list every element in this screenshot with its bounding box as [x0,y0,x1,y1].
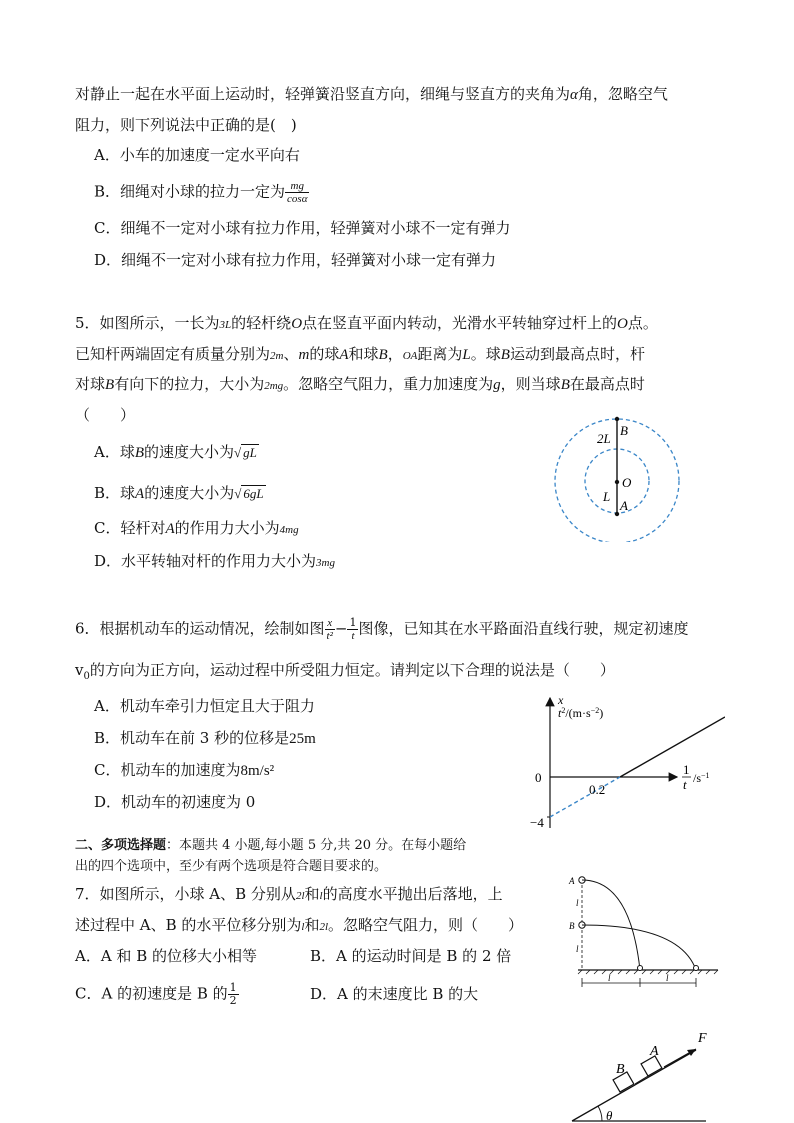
ball-b [615,417,619,421]
q7-line2: 述过程中 A、B 的水平位移分别为l和2l。忽略空气阻力，则（ ） [75,916,524,934]
q7-option-a: A．A 和 B 的位移大小相等 [75,947,257,965]
q6-option-b: B．机动车在前 3 秒的位移是25m [94,729,316,747]
x-axis-label: 1 [683,762,690,777]
label-dist-2: l [666,973,669,983]
q4-line1: 对静止一起在水平面上运动时，轻弹簧沿竖直方向，细绳与竖直方的夹角为α角，忽略空气 [75,85,668,103]
q6-frac-x-t2: $\frac{x}{\text{t²}}$ [326,617,333,642]
label-a: A [650,1044,659,1059]
q8-incline-figure [568,1028,718,1123]
q6-chart [525,690,725,830]
q4-option-a: A．小车的加速度一定水平向右 [94,146,300,164]
x-tick-label: 0.2 [589,782,606,797]
label-b: B [569,921,575,931]
section2-line1: 二、多项选择题：本题共 4 小题,每小题 5 分,共 20 分。在每小题给 [75,838,467,853]
q7-line1: 7．如图所示，小球 A、B 分别从2l和l的高度水平抛出后落地，上 [75,885,503,903]
label-b: B [620,423,628,438]
q6-frac-1-t: $\frac{1}{t}$ [349,616,357,642]
label-height-upper: l [576,898,579,908]
label-dist-1: l [608,973,611,983]
ball-a [615,512,619,516]
q7-frac-half: $\frac{1}{2}$ [229,981,237,1007]
connector [635,1076,648,1084]
q5-rod-figure [552,410,684,542]
label-2l: 2L [597,431,611,446]
q4-line2: 阻力，则下列说法中正确的是( ) [75,116,297,134]
incline-surface [572,1050,696,1121]
label-height-lower: l [576,944,579,954]
label-l: L [603,489,611,504]
y-axis-label: $t^2/(m\cdot s^{-2})$ [558,706,604,720]
q6-line1: 6．根据机动车的运动情况，绘制如图 $\frac{x}{\text{t²}}$ − $\frac{1}{t}$ 图像，已知其在水平路面沿直线行驶，规定初速度 [75,616,689,642]
x-axis-label-t: t [683,777,687,792]
label-o: O [622,475,632,490]
sqrt-gl: √ gL [234,445,257,460]
label-theta: θ [606,1108,613,1123]
q5-option-d: D．水平转轴对杆的作用力大小为3mg [94,552,335,570]
label-a: A [620,498,628,513]
origin-label: 0 [535,770,542,785]
label-b: B [616,1062,625,1077]
label-a: A [569,876,575,886]
q4-option-b-fraction: $\frac{mg}{\cos\alpha}$ [287,180,308,205]
q5-option-b: B．球A的速度大小为√ 6gL [94,484,264,502]
theta-arc [598,1106,602,1121]
q5-line1: 5．如图所示，一长为3L的轻杆绕O点在竖直平面内转动，光滑水平转轴穿过杆上的O点。 [75,314,658,332]
q5-option-a: A．球B的速度大小为√ gL [94,443,257,461]
q7-option-b: B．A 的运动时间是 B 的 2 倍 [310,947,512,965]
q7-option-d: D．A 的末速度比 B 的大 [310,985,479,1003]
section2-line2: 出的四个选项中，至少有两个选项是符合题目要求的。 [75,859,388,874]
q7-projectile-figure [568,870,728,992]
series-line-dashed [550,777,620,817]
q5-line2: 已知杆两端固定有质量分别为2m、m的球A和球B，OA距离为L。球B运动到最高点时，杆 [75,345,645,363]
sqrt-6gl: √ 6gL [234,486,264,501]
ball-a-land [638,966,643,971]
pivot-o [615,480,619,484]
q7-option-c: C．A 的初速度是 B 的 $\frac{1}{2}$ [75,981,237,1007]
y-axis-label-num: x [558,693,564,707]
ball-b-land [694,966,699,971]
q4-option-c: C．细绳不一定对小球有拉力作用，轻弹簧对小球不一定有弹力 [94,219,511,237]
label-f: F [698,1031,707,1046]
q4-option-d: D．细绳不一定对小球有拉力作用，轻弹簧对小球一定有弹力 [94,251,497,269]
y-tick-label: −4 [530,815,544,830]
x-axis-unit: $/s^{-1}$ [693,771,710,785]
q5-line3: 对球B有向下的拉力，大小为2mg。忽略空气阻力，重力加速度为g，则当球B在最高点时 [75,375,645,393]
q6-option-c: C．机动车的加速度为8m/s² [94,761,275,779]
q6-option-d: D．机动车的初速度为 0 [94,793,256,811]
series-line-solid [620,717,725,777]
q5-option-c: C．轻杆对A的作用力大小为4mg [94,519,299,537]
q4-option-b: B．细绳对小球的拉力一定为 $\frac{mg}{\cos\alpha}$ [94,180,308,205]
q6-line2: $v_0$的方向为正方向，运动过程中所受阻力恒定。请判定以下合理的说法是（ ） [75,661,615,682]
q5-answer-bracket: （ ） [75,406,136,424]
q6-option-a: A．机动车牵引力恒定且大于阻力 [94,697,315,715]
